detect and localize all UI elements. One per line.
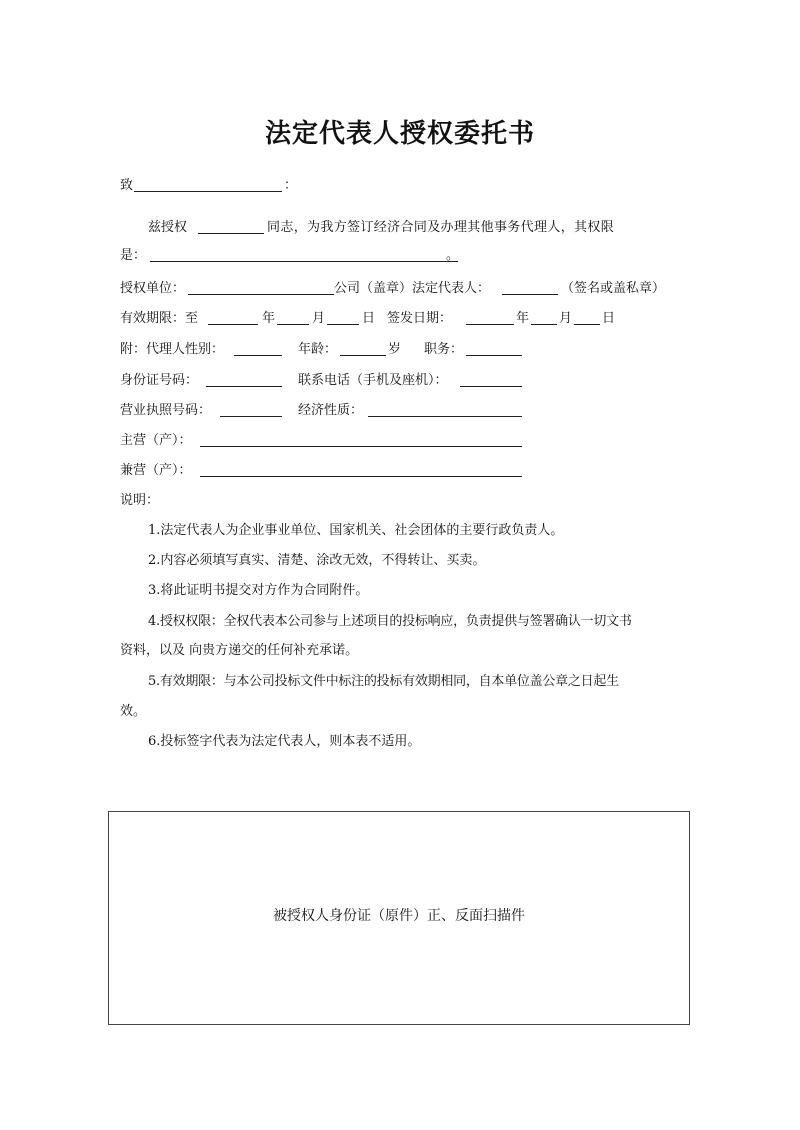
id-scan-box [108, 811, 690, 1025]
agent-age-unit: 岁 [388, 342, 402, 357]
business-license-blank[interactable] [220, 416, 282, 417]
validity-month-blank[interactable] [277, 324, 309, 325]
validity-year-blank[interactable] [208, 324, 258, 325]
notes-title: 说明： [120, 493, 160, 508]
signature-note: （签名或盖私章） [561, 281, 666, 296]
issue-day-blank[interactable] [574, 324, 600, 325]
legal-rep-signature-blank[interactable] [502, 294, 558, 295]
document-title: 法定代表人授权委托书 [264, 119, 535, 149]
authorizing-unit-blank[interactable] [188, 294, 334, 295]
agent-gender-blank[interactable] [234, 355, 282, 356]
id-scan-box-label: 被授权人身份证（原件）正、反面扫描件 [273, 908, 525, 924]
phone-label: 联系电话（手机及座机）： [298, 373, 448, 388]
authority-scope-blank[interactable] [150, 261, 458, 262]
legal-rep-label: 公司（盖章）法定代表人： [334, 281, 491, 296]
phone-blank[interactable] [460, 386, 522, 387]
note-5-line-2: 效。 [120, 704, 147, 719]
authority-scope-label: 是： [120, 248, 147, 263]
issue-month-unit: 月 [559, 311, 573, 326]
issue-day-unit: 日 [602, 311, 616, 326]
validity-day-unit: 日 [362, 311, 376, 326]
auth-intro: 兹授权 [148, 220, 188, 235]
agent-age-blank[interactable] [340, 355, 386, 356]
agent-duty-label: 职务： [424, 342, 464, 357]
validity-year-unit: 年 [262, 311, 276, 326]
authority-scope-period: 。 [446, 248, 460, 263]
validity-label: 有效期限：至 [120, 311, 199, 326]
agent-gender-label: 附：代理人性别： [120, 342, 225, 357]
note-4-line-2: 资料，以及 向贵方递交的任何补充承诺。 [120, 643, 359, 658]
issue-date-label: 签发日期： [387, 311, 453, 326]
id-number-label: 身份证号码： [120, 373, 199, 388]
addressee-blank[interactable] [134, 191, 282, 192]
economic-nature-label: 经济性质： [298, 403, 364, 418]
issue-year-unit: 年 [516, 311, 530, 326]
side-business-label: 兼营（产）： [120, 463, 192, 478]
addressee-suffix: ： [284, 178, 298, 193]
authorizing-unit-label: 授权单位： [120, 281, 186, 296]
addressee-prefix: 致 [120, 178, 134, 193]
note-6: 6.投标签字代表为法定代表人，则本表不适用。 [148, 734, 421, 749]
business-license-label: 营业执照号码： [120, 403, 212, 418]
side-business-blank[interactable] [200, 476, 522, 477]
id-number-blank[interactable] [206, 386, 282, 387]
agent-name-blank[interactable] [198, 233, 264, 234]
issue-year-blank[interactable] [466, 324, 514, 325]
validity-day-blank[interactable] [327, 324, 359, 325]
agent-age-label: 年龄： [298, 342, 338, 357]
agent-duty-blank[interactable] [466, 355, 522, 356]
note-5-line-1: 5.有效期限：与本公司投标文件中标注的投标有效期相同，自本单位盖公章之日起生 [148, 674, 619, 689]
note-1: 1.法定代表人为企业事业单位、国家机关、社会团体的主要行政负责人。 [148, 523, 564, 538]
note-4-line-1: 4.授权权限：全权代表本公司参与上述项目的投标响应，负责提供与签署确认一切文书 [148, 614, 632, 629]
economic-nature-blank[interactable] [368, 416, 522, 417]
validity-month-unit: 月 [312, 311, 326, 326]
main-business-label: 主营（产）： [120, 433, 192, 448]
auth-statement: 同志，为我方签订经济合同及办理其他事务代理人，其权限 [267, 220, 615, 235]
note-2: 2.内容必须填写真实、清楚、涂改无效，不得转让、买卖。 [148, 553, 486, 568]
main-business-blank[interactable] [200, 446, 522, 447]
issue-month-blank[interactable] [531, 324, 557, 325]
note-3: 3.将此证明书提交对方作为合同附件。 [148, 583, 369, 598]
